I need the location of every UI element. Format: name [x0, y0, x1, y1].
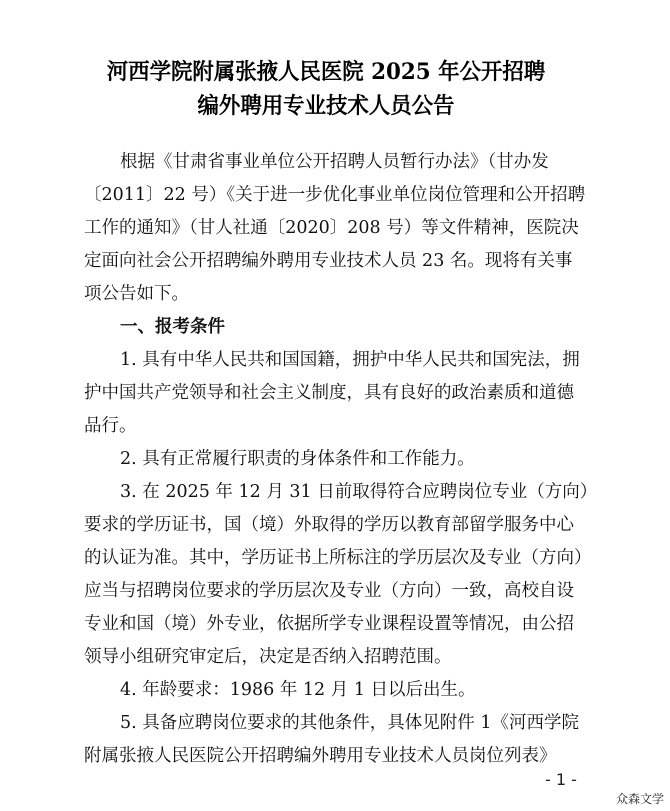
body-line: 1. 具有中华人民共和国国籍，拥护中华人民共和国宪法，拥 — [120, 350, 580, 370]
body-line: 应当与招聘岗位要求的学历层次及专业（方向）一致，高校自设 — [84, 581, 574, 601]
body-line: 要求的学历证书，国（境）外取得的学历以教育部留学服务中心 — [84, 515, 574, 535]
body-line: 专业和国（境）外专业，依据所学专业课程设置等情况，由公招 — [84, 614, 574, 634]
body-line: 品行。 — [84, 416, 137, 436]
watermark-text: 众森文学 — [616, 792, 665, 806]
body-line: 5. 具备应聘岗位要求的其他条件，具体见附件 1《河西学院 — [120, 713, 579, 733]
body-line: 项公告如下。 — [84, 284, 189, 304]
document-title-line-1: 河西学院附属张掖人民医院 2025 年公开招聘 — [106, 59, 546, 85]
body-line: 〔2011〕22 号）《关于进一步优化事业单位岗位管理和公开招聘 — [84, 185, 586, 205]
body-line: 附属张掖人民医院公开招聘编外聘用专业技术人员岗位列表》 — [84, 746, 557, 766]
body-line: 的认证为准。其中，学历证书上所标注的学历层次及专业（方向） — [84, 548, 592, 568]
body-line: 3. 在 2025 年 12 月 31 日前取得符合应聘岗位专业（方向） — [120, 482, 598, 502]
body-line: 2. 具有正常履行职责的身体条件和工作能力。 — [120, 449, 475, 469]
body-line: 根据《甘肃省事业单位公开招聘人员暂行办法》（甘办发 — [120, 152, 549, 172]
document-title-line-2: 编外聘用专业技术人员公告 — [197, 93, 455, 119]
body-line: 护中国共产党领导和社会主义制度，具有良好的政治素质和道德 — [84, 383, 574, 403]
body-line: 领导小组研究审定后，决定是否纳入招聘范围。 — [84, 647, 452, 667]
page-number: - 1 - — [545, 770, 577, 789]
section-heading: 一、报考条件 — [120, 317, 225, 337]
body-line: 定面向社会公开招聘编外聘用专业技术人员 23 名。现将有关事 — [84, 251, 573, 271]
body-line: 4. 年龄要求：1986 年 12 月 1 日以后出生。 — [120, 680, 476, 700]
body-line: 工作的通知》（甘人社通〔2020〕208 号）等文件精神，医院决 — [84, 218, 579, 238]
